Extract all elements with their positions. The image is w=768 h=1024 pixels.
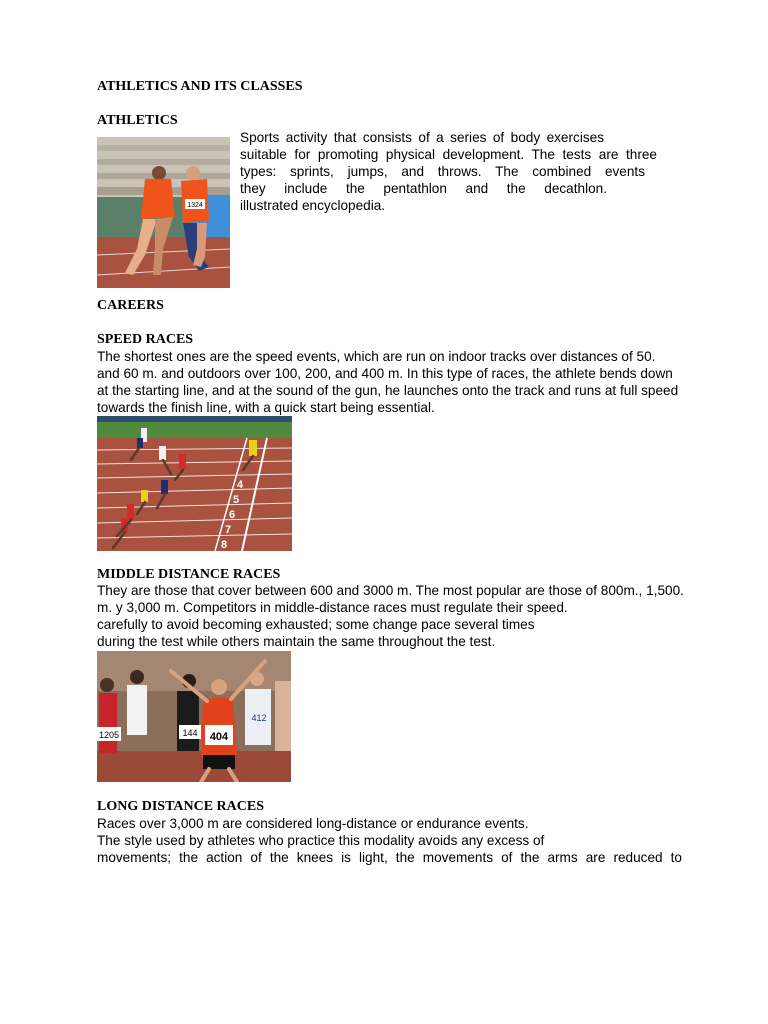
bib-412: 412 (251, 713, 267, 723)
athletics-text-line-4: they include the pentathlon and the decathlon. (240, 181, 607, 196)
section-heading-athletics: ATHLETICS (97, 113, 178, 128)
speed-races-line-4: towards the finish line, with a quick start being essential. (97, 400, 435, 415)
lane-number-5: 5 (233, 494, 240, 506)
section-heading-middle-distance: MIDDLE DISTANCE RACES (97, 567, 281, 582)
speed-races-line-2: and 60 m. and outdoors over 100, 200, and 400 m. In this type of races, the athlete bends down (97, 366, 673, 381)
lane-number-6: 6 (229, 509, 236, 521)
middle-distance-line-2: m. y 3,000 m. Competitors in middle-distance races must regulate their speed. (97, 600, 568, 615)
section-heading-long-distance: LONG DISTANCE RACES (97, 799, 264, 814)
lane-number-8: 8 (221, 539, 228, 551)
section-heading-careers: CAREERS (97, 298, 164, 313)
long-distance-line-1: Races over 3,000 m are considered long-distance or endurance events. (97, 816, 529, 831)
lane-number-4: 4 (237, 479, 244, 491)
athletics-text-line-2: suitable for promoting physical development. The tests are three (240, 147, 657, 162)
athletics-text-line-3: types: sprints, jumps, and throws. The combined events (240, 164, 645, 179)
bib-1205: 1205 (98, 730, 120, 740)
athletics-text-line-5: illustrated encyclopedia. (240, 198, 386, 213)
sprint-finish-photo (97, 416, 292, 551)
bib-number: 1324 (187, 202, 203, 209)
page-title: ATHLETICS AND ITS CLASSES (97, 79, 303, 94)
bib-144: 144 (182, 728, 198, 738)
athletics-text-line-1: Sports activity that consists of a series of body exercises (240, 130, 604, 145)
long-distance-line-3: movements; the action of the knees is light, the movements of the arms are reduced to (97, 850, 682, 865)
speed-races-line-3: at the starting line, and at the sound of the gun, he launches onto the track and runs at full speed (97, 383, 679, 398)
middle-distance-finish-photo (97, 651, 291, 782)
lane-number-7: 7 (225, 524, 232, 536)
middle-distance-line-3: carefully to avoid becoming exhausted; some change pace several times (97, 617, 535, 632)
speed-races-line-1: The shortest ones are the speed events, which are run on indoor tracks over distances of 50. (97, 349, 656, 364)
middle-distance-line-4: during the test while others maintain the same throughout the test. (97, 634, 496, 649)
bib-404: 404 (209, 731, 229, 743)
middle-distance-line-1: They are those that cover between 600 and 3000 m. The most popular are those of 800m., 1,500. (97, 583, 684, 598)
sprinters-photo (97, 137, 230, 288)
section-heading-speed-races: SPEED RACES (97, 332, 194, 347)
long-distance-line-2: The style used by athletes who practice this modality avoids any excess of (97, 833, 545, 848)
